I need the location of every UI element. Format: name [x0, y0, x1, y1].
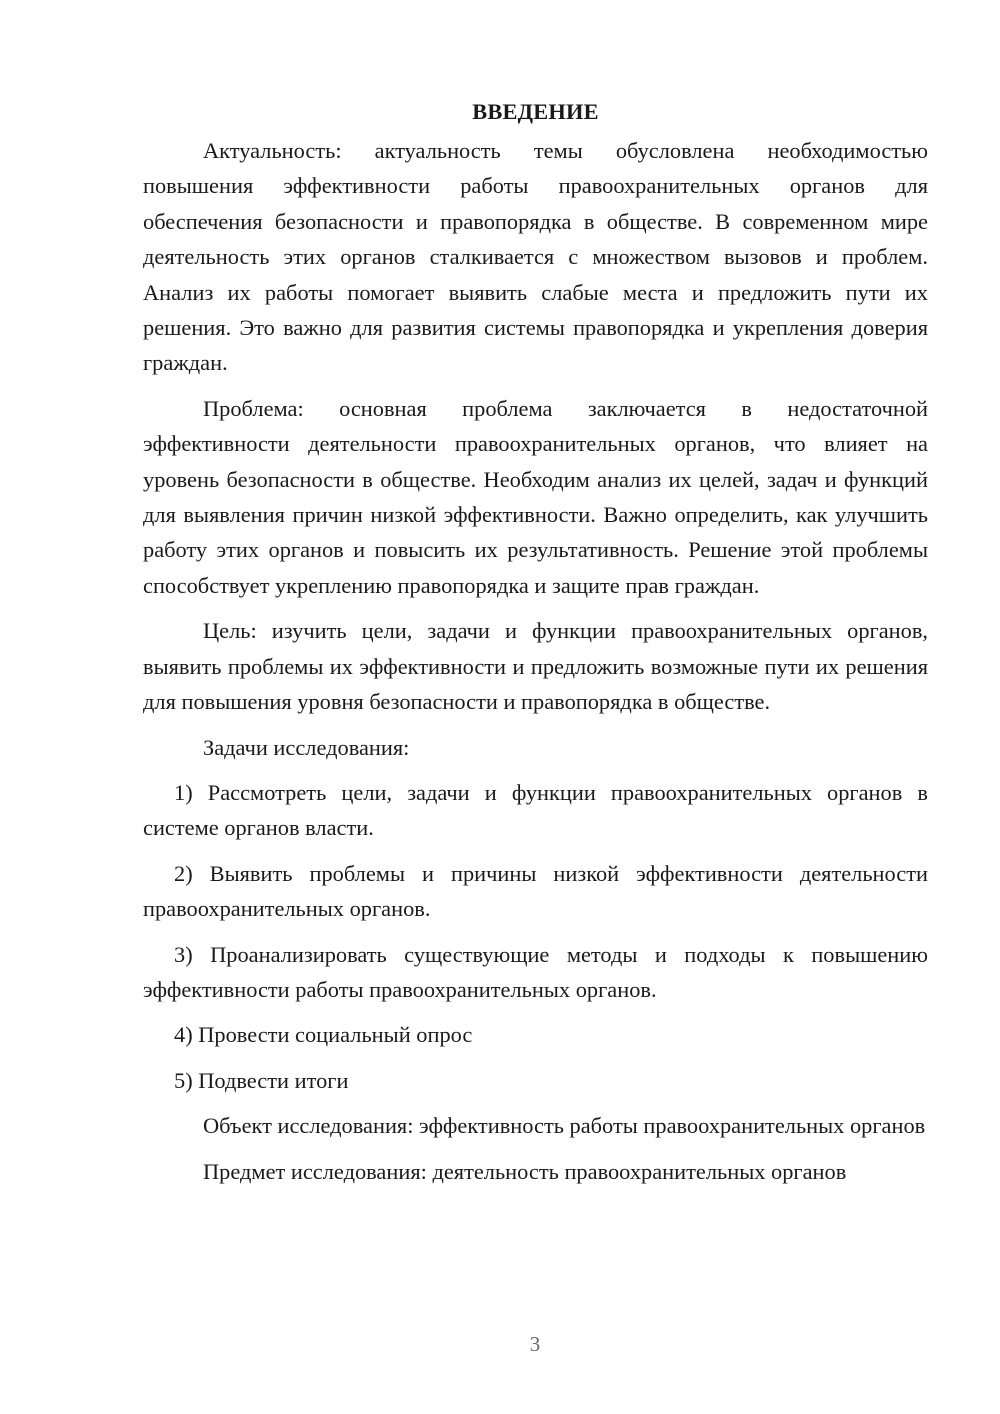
task-item-4: 4) Провести социальный опрос	[174, 1022, 473, 1048]
paragraph-problem: Проблема: основная проблема заключается в недостаточной эффективности деятельности правоохранительных органов, что влияет на уровень безопасности в обществе. Необходим анализ их целей, задач и функций для выявления причин низкой эффективности. Важно определить, как улучшить работу этих органов и повысить их результативность. Решение этой проблемы способствует укреплению правопорядка и защите прав граждан.	[143, 395, 928, 598]
document-page	[143, 94, 928, 1199]
task-item-3: 3) Проанализировать существующие методы и подходы к повышению эффективности работы правоохранительных органов.	[143, 941, 928, 1002]
task-item-1: 1) Рассмотреть цели, задачи и функции правоохранительных органов в системе органов власти.	[143, 779, 928, 841]
paragraph-subject: Предмет исследования: деятельность правоохранительных органов	[203, 1158, 847, 1184]
paragraph-goal: Цель: изучить цели, задачи и функции правоохранительных органов, выявить проблемы их эффективности и предложить возможные пути их решения для повышения уровня безопасности и правопорядка в обществе.	[143, 618, 928, 715]
page-number: 3	[529, 1332, 541, 1356]
paragraph-relevance: Актуальность: актуальность темы обусловлена необходимостью повышения эффективности работы правоохранительных органов для обеспечения безопасности и правопорядка в обществе. В современном мире деятельность этих органов сталкивается с множеством вызовов и проблем. Анализ их работы помогает выявить слабые места и предложить пути их решения. Это важно для развития системы правопорядка и укрепления доверия граждан.	[143, 138, 928, 376]
section-title: ВВЕДЕНИЕ	[472, 99, 599, 124]
task-item-2: 2) Выявить проблемы и причины низкой эффективности деятельности правоохранительных органов.	[143, 860, 928, 922]
paragraph-object: Объект исследования: эффективность работы правоохранительных органов	[203, 1113, 926, 1139]
task-item-5: 5) Подвести итоги	[174, 1067, 349, 1093]
tasks-heading: Задачи исследования:	[203, 734, 410, 760]
